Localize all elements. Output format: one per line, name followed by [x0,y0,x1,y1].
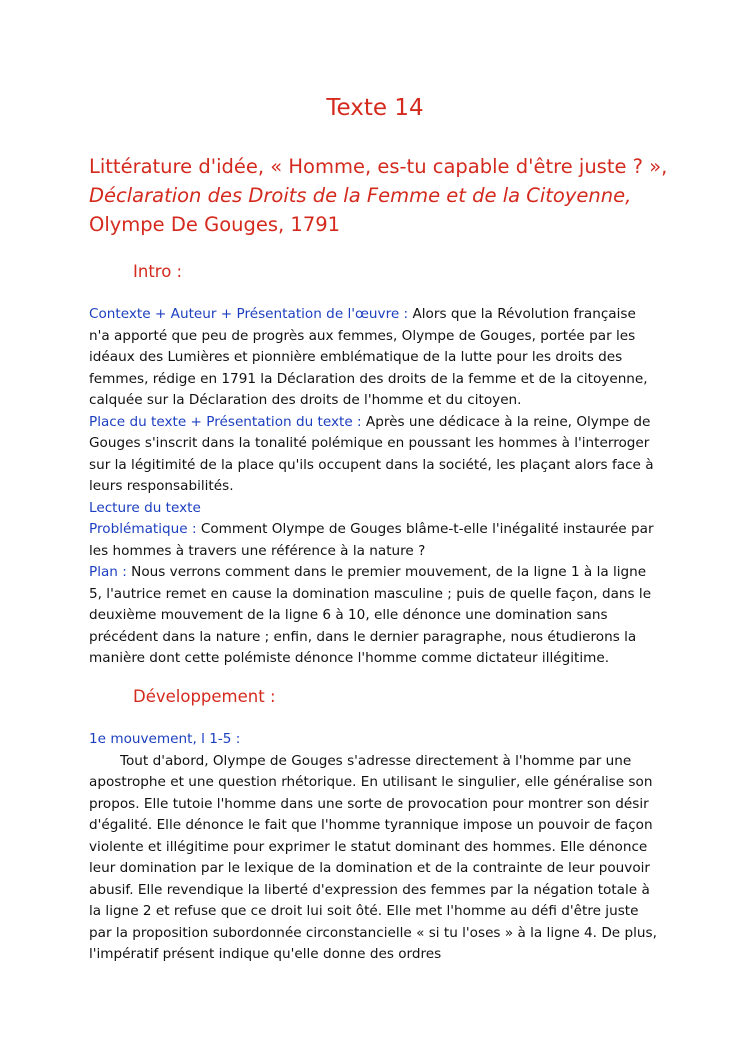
problematique-paragraph [89,519,659,562]
document-title: Texte 14 [326,95,424,121]
contexte-paragraph [89,304,659,412]
place-label: Place du texte + Présentation du texte : [89,413,362,430]
contexte-label: Contexte + Auteur + Présentation de l'œuvre : [89,306,409,322]
place-text: Après une dédicace à la reine, Olympe de Gouges s'inscrit dans la tonalité polémique en poussant les hommes à l'interroger sur la légitimité de la place qu'ils occupent dans la société, les plaçant alors face à leurs responsabilités. [89,413,654,494]
problematique-label: Problématique : [89,521,197,537]
place-paragraph [89,412,659,498]
heading-line-1: Littérature d'idée, « Homme, es-tu capable d'être juste ? », [89,155,668,178]
heading-line-2: Déclaration des Droits de la Femme et de la Citoyenne, [89,184,632,207]
development-section [89,729,659,966]
intro-heading: Intro : [133,262,183,281]
development-heading: Développement : [133,687,276,706]
movement1-label: 1e mouvement, l 1-5 : [89,731,241,747]
problematique-text: Comment Olympe de Gouges blâme-t-elle l'inégalité instaurée par les hommes à travers une référence à la nature ? [89,521,654,559]
document-heading [89,152,729,239]
movement1-text: Tout d'abord, Olympe de Gouges s'adresse directement à l'homme par une apostrophe et une question rhétorique. En utilisant le singulier, elle généralise son propos. Elle tutoie l'homme dans une sorte de provocation pour montrer son désir d'égalité. Elle dénonce le fait que l'homme tyrannique impose un pouvoir de façon violente et illégitime pour exprimer le statut dominant des hommes. Elle dénonce leur domination par le lexique de la domination et de la contrainte de leur pouvoir abusif. Elle revendique la liberté d'expression des femmes par la négation totale à la ligne 2 et refuse que ce droit lui soit ôté. Elle met l'homme au défi d'être juste par la proposition subordonnée circonstancielle « si tu l'oses » à la ligne 4. De plus, l'impératif présent indique qu'elle donne des ordres [89,752,657,962]
plan-text: Nous verrons comment dans le premier mouvement, de la ligne 1 à la ligne 5, l'autrice remet en cause la domination masculine ; puis de quelle façon, dans le deuxième mouvement de la ligne 6 à 10, elle dénonce une domination sans précédent dans la nature ; enfin, dans le dernier paragraphe, nous étudierons la manière dont cette polémiste dénonce l'homme comme dictateur illégitime. [89,564,652,666]
plan-label: Plan : [89,564,127,580]
lecture-label: Lecture du texte [89,499,201,516]
plan-paragraph [89,562,659,670]
heading-line-3: Olympe De Gouges, 1791 [89,213,341,236]
contexte-text: Alors que la Révolution française n'a apporté que peu de progrès aux femmes, Olympe de Gouges, portée par les idéaux des Lumières et pionnière emblématique de la lutte pour les droits des femmes, rédige en 1791 la Déclaration des droits de la femme et de la citoyenne, calquée sur la Déclaration des droits de l'homme et du citoyen. [89,306,648,408]
intro-section [89,304,659,670]
